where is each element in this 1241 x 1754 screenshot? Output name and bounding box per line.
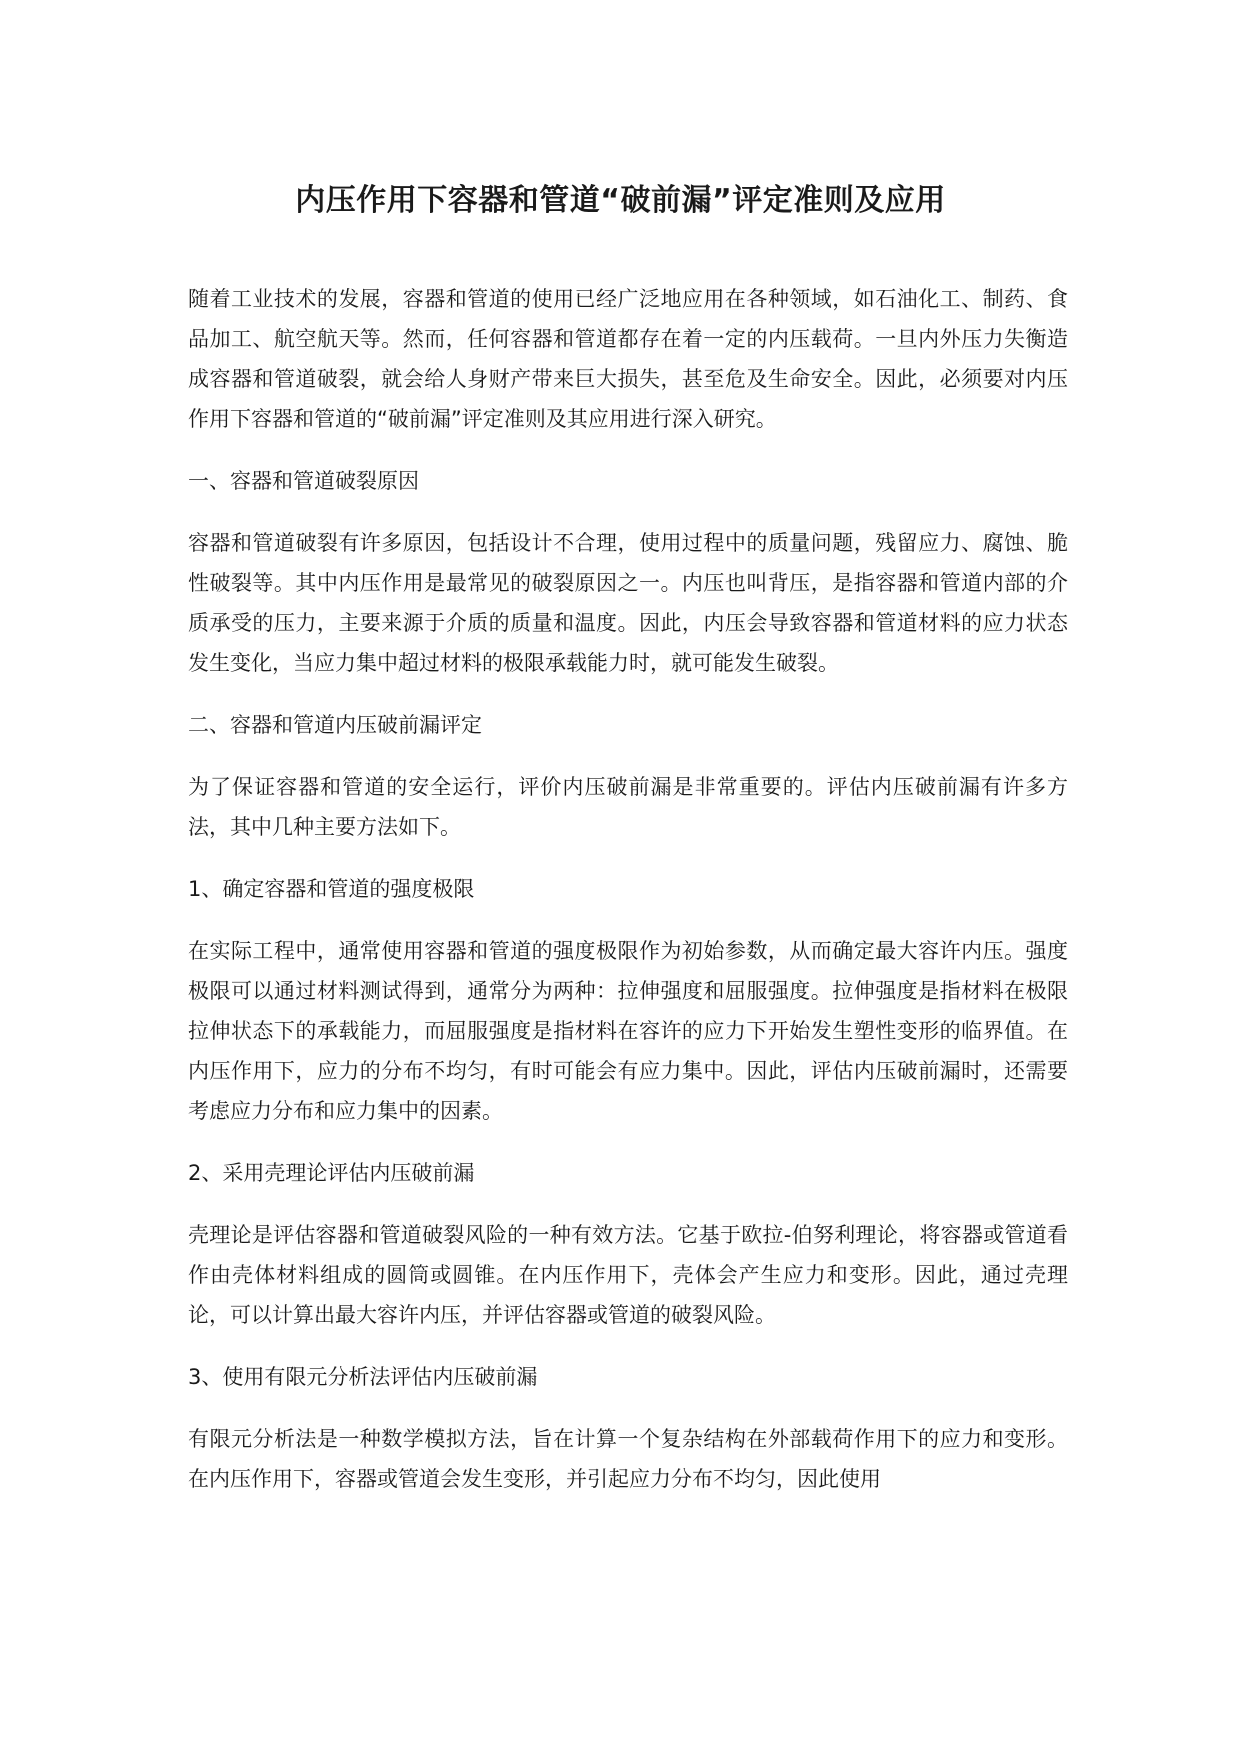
subsection-1-paragraph: 在实际工程中，通常使用容器和管道的强度极限作为初始参数，从而确定最大容许内压。强度极限可以通过材料测试得到，通常分为两种：拉伸强度和屈服强度。拉伸强度是指材料在极限拉伸状态下的承载能力，而屈服强度是指材料在容许的应力下开始发生塑性变形的临界值。在内压作用下，应力的分布不均匀，有时可能会有应力集中。因此，评估内压破前漏时，还需要考虑应力分布和应力集中的因素。	[188, 939, 1068, 1123]
subsection-heading-1: 1、确定容器和管道的强度极限	[188, 877, 475, 901]
section-heading-1: 一、容器和管道破裂原因	[188, 469, 419, 493]
subsection-heading-3: 3、使用有限元分析法评估内压破前漏	[188, 1365, 538, 1389]
subsection-heading-2: 2、采用壳理论评估内压破前漏	[188, 1161, 475, 1185]
section-2-paragraph: 为了保证容器和管道的安全运行，评价内压破前漏是非常重要的。评估内压破前漏有许多方法，其中几种主要方法如下。	[188, 775, 1068, 839]
section-heading-2: 二、容器和管道内压破前漏评定	[188, 713, 482, 737]
section-1-paragraph: 容器和管道破裂有许多原因，包括设计不合理，使用过程中的质量问题，残留应力、腐蚀、脆性破裂等。其中内压作用是最常见的破裂原因之一。内压也叫背压，是指容器和管道内部的介质承受的压力，主要来源于介质的质量和温度。因此，内压会导致容器和管道材料的应力状态发生变化，当应力集中超过材料的极限承载能力时，就可能发生破裂。	[188, 531, 1068, 675]
document-body	[188, 279, 1068, 1521]
intro-paragraph: 随着工业技术的发展，容器和管道的使用已经广泛地应用在各种领域，如石油化工、制药、食品加工、航空航天等。然而，任何容器和管道都存在着一定的内压载荷。一旦内外压力失衡造成容器和管道破裂，就会给人身财产带来巨大损失，甚至危及生命安全。因此，必须要对内压作用下容器和管道的“破前漏”评定准则及其应用进行深入研究。	[188, 287, 1068, 431]
subsection-2-paragraph: 壳理论是评估容器和管道破裂风险的一种有效方法。它基于欧拉-伯努利理论，将容器或管道看作由壳体材料组成的圆筒或圆锥。在内压作用下，壳体会产生应力和变形。因此，通过壳理论，可以计算出最大容许内压，并评估容器或管道的破裂风险。	[188, 1223, 1068, 1327]
document-title: 内压作用下容器和管道“破前漏”评定准则及应用	[295, 183, 946, 218]
subsection-3-paragraph: 有限元分析法是一种数学模拟方法，旨在计算一个复杂结构在外部载荷作用下的应力和变形。在内压作用下，容器或管道会发生变形，并引起应力分布不均匀，因此使用	[188, 1427, 1068, 1491]
